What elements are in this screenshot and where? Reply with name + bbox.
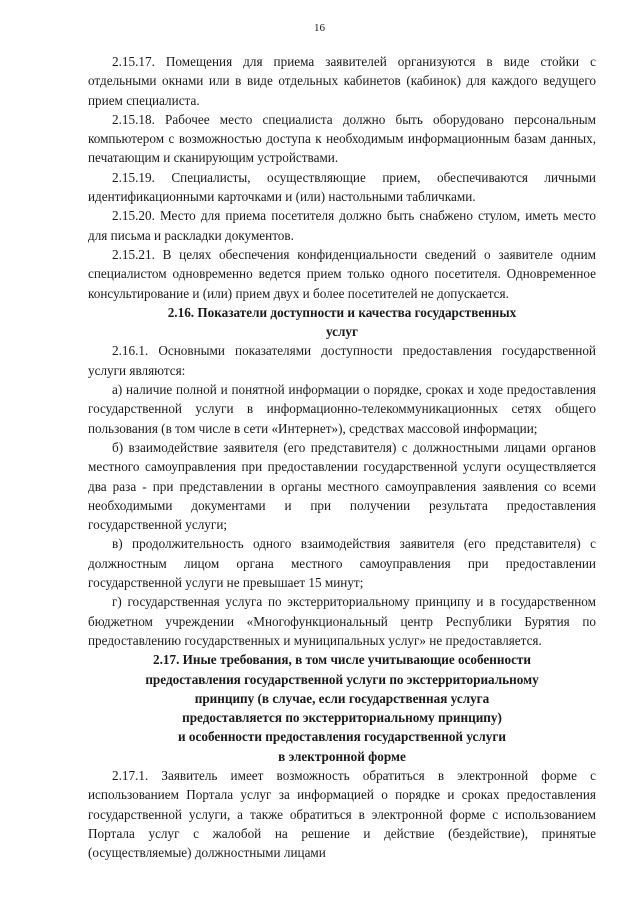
section-heading-2-17 (88, 650, 596, 766)
list-item-v: в) продолжительность одного взаимодействия заявителя (его представителя) с должностным лицом органа местного самоуправления при предоставлении государственной услуги не превышает 15 минут; (88, 536, 596, 591)
heading-line: и особенности предоставления государственной услуги (178, 729, 506, 745)
heading-line: 2.16. Показатели доступности и качества государственных (167, 304, 517, 320)
heading-line: предоставляется по экстерриториальному принципу) (182, 710, 502, 726)
list-item-a: а) наличие полной и понятной информации о порядке, сроках и ходе предоставления государственной услуги в информационно-телекоммуникационных сетях общего пользования (в том числе в сети «Интернет»), средствах массовой информации; (88, 382, 596, 436)
paragraph-2-17-1: 2.17.1. Заявитель имеет возможность обратиться в электронной форме с использованием Портала услуг за информацией о порядке и сроках предоставления государственной услуги, а также обратиться в электронной форме с использованием Портала услуг с жалобой на решение и действие (бездействие), принятые (осуществляемые) должностными лицами (88, 767, 596, 861)
paragraph-2-15-18: 2.15.18. Рабочее место специалиста должно быть оборудовано персональным компьютером с возможностью доступа к необходимым информационным базам данных, печатающим и сканирующим устройствами. (88, 111, 596, 166)
list-item-b: б) взаимодействие заявителя (его представителя) с должностными лицами органов местного самоуправления при предоставлении государственной услуги осуществляется два раза - при представлении в органы местного самоуправления заявления со всеми необходимыми документами и при получении результата предоставления государственной услуги; (88, 439, 596, 533)
list-item-g: г) государственная услуга по экстерриториальному принципу и в государственном бюджетном учреждении «Многофункциональный центр Республики Бурятия по предоставлению государственных и муниципальных услуг» не предоставляется. (88, 594, 596, 648)
heading-line: предоставления государственной услуги по экстерриториальному (145, 671, 539, 687)
heading-line: услуг (325, 324, 359, 340)
paragraph-2-16-1: 2.16.1. Основными показателями доступности предоставления государственной услуги являются: (88, 343, 596, 378)
heading-line: в электронной форме (278, 748, 406, 764)
heading-line: принципу (в случае, если государственная услуга (194, 690, 490, 706)
heading-line: 2.17. Иные требования, в том числе учитывающие особенности (152, 652, 532, 668)
paragraph-2-15-20: 2.15.20. Место для приема посетителя должно быть снабжено стулом, иметь место для письма и раскладки документов. (88, 208, 596, 243)
paragraph-2-15-17: 2.15.17. Помещения для приема заявителей организуются в виде стойки с отдельными окнами или в виде отдельных кабинетов (кабинок) для каждого ведущего прием специалиста. (88, 54, 596, 108)
page-number: 16 (314, 22, 325, 34)
document-body (88, 52, 596, 862)
paragraph-2-15-21: 2.15.21. В целях обеспечения конфиденциальности сведений о заявителе одним специалистом одновременно ведется прием только одного посетителя. Одновременное консультирование и (или) прием двух и более посетителей не допускается. (88, 246, 596, 301)
section-heading-2-16 (88, 303, 596, 342)
paragraph-2-15-19: 2.15.19. Специалисты, осуществляющие прием, обеспечиваются личными идентификационными карточками и (или) настольными табличками. (88, 169, 596, 205)
